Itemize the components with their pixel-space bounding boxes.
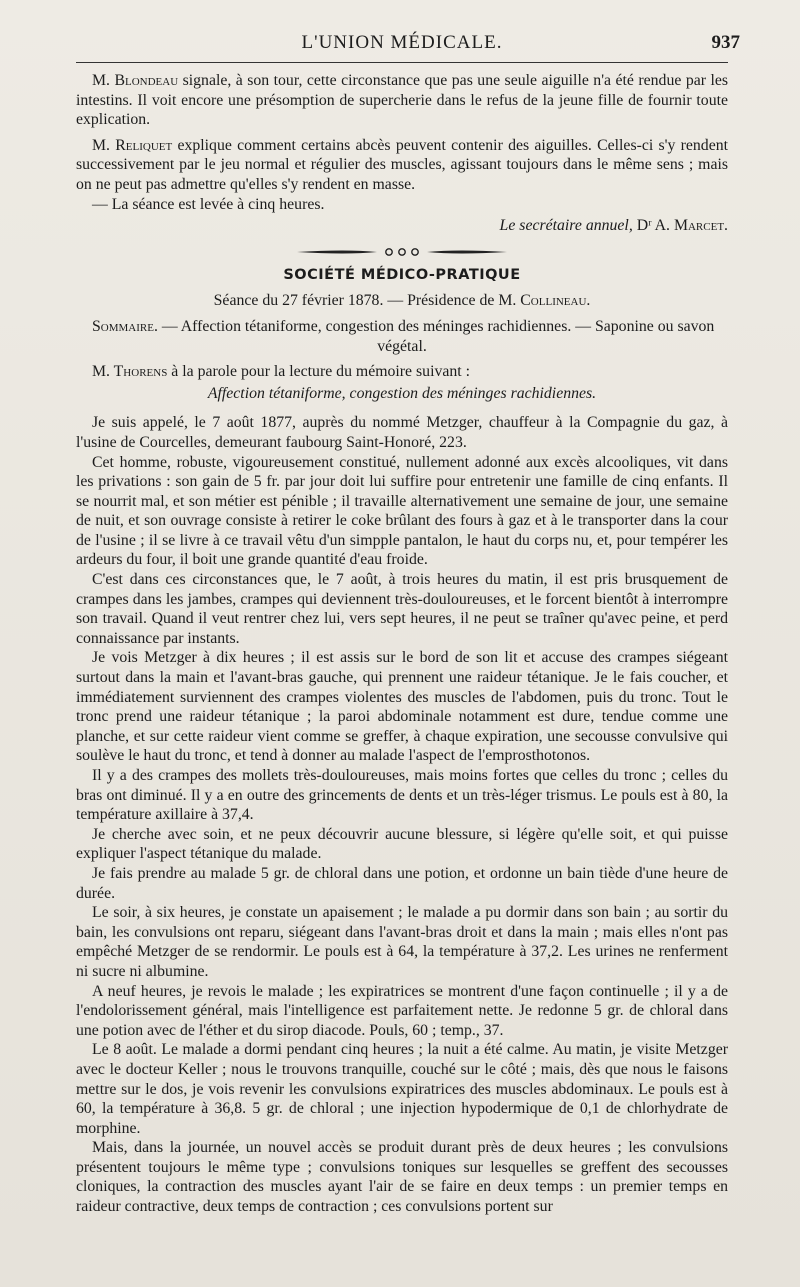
- memo-paragraph: Cet homme, robuste, vigoureusement constitué, nullement adonné aux excès alcooliques, vit dans les privations : son gain de 5 fr. par jour doit lui suffire pour entretenir une famille de cinq enfants. Il se nourrit mal, et son métier est pénible ; il travaille alternativement une semaine de jour, une semaine de nuit, et son ouvrage consiste à retirer le coke brûlant des fours à gaz et à le transporter dans la cour de l'usine ; il se livre à ce travail vêtu d'un simpple pantalon, le haut du corps nu, et, pour tempérer les ardeurs du four, il boit une grande quantité d'eau froide.: [76, 453, 728, 569]
- session-closing: — La séance est levée à cinq heures.: [92, 195, 325, 213]
- memo-paragraph: Il y a des crampes des mollets très-douloureuses, mais moins fortes que celles du tronc ; celles du bras ont diminué. Il y a en outre des grincements de dents et un très-léger trismus. Le pouls est à 80, la température axillaire à 37,4.: [76, 767, 728, 824]
- session-president: M. Collineau.: [498, 292, 591, 310]
- memo-paragraph: Le soir, à six heures, je constate un apaisement ; le malade a pu dormir dans son bain ; au sortir du bain, les convulsions ont reparu, siégeant dans l'avant-bras droit et dans la main ; mais elles n'ont pas empêché Metzger de se rendormir. Le pouls est à 64, la température à 37,2. Les urines ne renferment ni sucre ni albumine.: [76, 904, 728, 980]
- summary-continuation: végétal.: [377, 337, 427, 355]
- running-head: [76, 28, 740, 63]
- ornament-icon: [297, 246, 507, 258]
- signature-role: Le secrétaire annuel,: [499, 217, 633, 235]
- memo-paragraph: Le 8 août. Le malade a dormi pendant cinq heures ; la nuit a été calme. Au matin, je visite Metzger avec le docteur Keller ; nous le trouvons tranquille, couché sur le côté ; mais, dès que nous le faisons mettre sur le dos, je vois revenir les convulsions expiratrices des muscles abdominaux. Le pouls est à 60, la température à 36,8. 5 gr. de chloral ; une injection hypodermique de 0,1 de chlorhydrate de morphine.: [76, 1041, 728, 1137]
- speaker-name: M. Blondeau: [92, 72, 179, 89]
- body-text: [76, 71, 728, 1217]
- summary-text: — Affection tétaniforme, congestion des méninges rachidiennes. — Saponine ou savon: [157, 317, 715, 335]
- summary-line: [76, 317, 728, 337]
- signature: [76, 216, 728, 236]
- paragraph-text: explique comment certains abcès peuvent contenir des aiguilles. Celles-ci s'y rendent successivement par le jeu normal et régulier des muscles, agissant toujours dans le même sens ; mais on ne peut pas admettre qu'elles s'y rendent en masse.: [76, 136, 728, 193]
- page-number: 937: [711, 32, 740, 53]
- reader-text: à la parole pour la lecture du mémoire suivant :: [167, 363, 470, 381]
- memo-body: [76, 413, 728, 1216]
- running-title: L'UNION MÉDICALE.: [301, 32, 503, 53]
- summary: [76, 317, 728, 356]
- blondeau-paragraph: [76, 71, 728, 130]
- section-divider-ornament: [76, 246, 728, 258]
- reader-name: M. Thorens: [92, 363, 168, 381]
- memo-paragraph: A neuf heures, je revois le malade ; les expiratrices se montrent d'une façon continuelle ; il y a de l'endolorissement général, mais l'intelligence est parfaitement nette. Je redonne 5 gr. de chloral dans une potion avec de l'éther et du sirop diacode. Pouls, 60 ; temp., 37.: [76, 982, 728, 1039]
- session-date: Séance du 27 février 1878. — Présidence de: [213, 292, 499, 310]
- reliquet-paragraph: [76, 136, 728, 195]
- summary-label: Sommaire.: [92, 317, 158, 335]
- speaker-name: M. Reliquet: [92, 136, 173, 154]
- memo-paragraph: Je fais prendre au malade 5 gr. de chloral dans une potion, et ordonne un bain tiède d'une heure de durée.: [76, 864, 728, 902]
- memo-paragraph: Je cherche avec soin, et ne peux découvrir aucune blessure, si légère qu'elle soit, et qui puisse expliquer l'aspect tétanique du malade.: [76, 825, 728, 863]
- memo-paragraph: Je vois Metzger à dix heures ; il est assis sur le bord de son lit et accuse des crampes siégeant surtout dans la main et l'avant-bras gauche, qui prennent une raideur tétanique. Je le fais coucher, et immédiatement surviennent des crampes violentes des muscles de l'abdomen, puis du tronc. Tout le tronc prend une raideur tétanique ; la paroi abdominale notamment est dure, tendue comme une planche, et sur cette raideur vient comme se greffer, à chaque expiration, une secousse convulsive qui soulève le haut du tronc, et tend à donner au malade l'aspect de l'emprosthotonos.: [76, 649, 728, 765]
- session-line: [76, 291, 728, 311]
- section-title: SOCIÉTÉ MÉDICO-PRATIQUE: [283, 266, 521, 283]
- signature-name: Dʳ A. Marcet.: [636, 217, 728, 235]
- paragraph-text: signale, à son tour, cette circonstance que pas une seule aiguille n'a été rendue par les intestins. Il voit encore une présomption de supercherie dans le refus de la jeune fille de fournir toute explication.: [76, 72, 728, 129]
- memo-paragraph: Mais, dans la journée, un nouvel accès se produit durant près de deux heures ; les convulsions présentent toujours le même type ; convulsions toniques sur lesquelles se greffent des secousses cloniques, la contraction des muscles ayant l'air de se faire en deux temps : un premier temps en raideur contractive, deux temps de contraction ; ces convulsions portent sur: [76, 1139, 728, 1216]
- memo-paragraph: Je suis appelé, le 7 août 1877, auprès du nommé Metzger, chauffeur à la Compagnie du gaz, à l'usine de Courcelles, demeurant faubourg Saint-Honoré, 223.: [76, 414, 728, 451]
- memo-paragraph: C'est dans ces circonstances que, le 7 août, à trois heures du matin, il est pris brusquement de crampes dans les jambes, crampes qui deviennent très-douloureuses, et le forcent bientôt à interrompre son travail. Quand il veut rentrer chez lui, vers sept heures, il ne peut se traîner qu'avec peine, et perd connaissance par instants.: [76, 571, 728, 647]
- memo-title: Affection tétaniforme, congestion des méninges rachidiennes.: [207, 384, 597, 402]
- reader-line: [76, 362, 728, 382]
